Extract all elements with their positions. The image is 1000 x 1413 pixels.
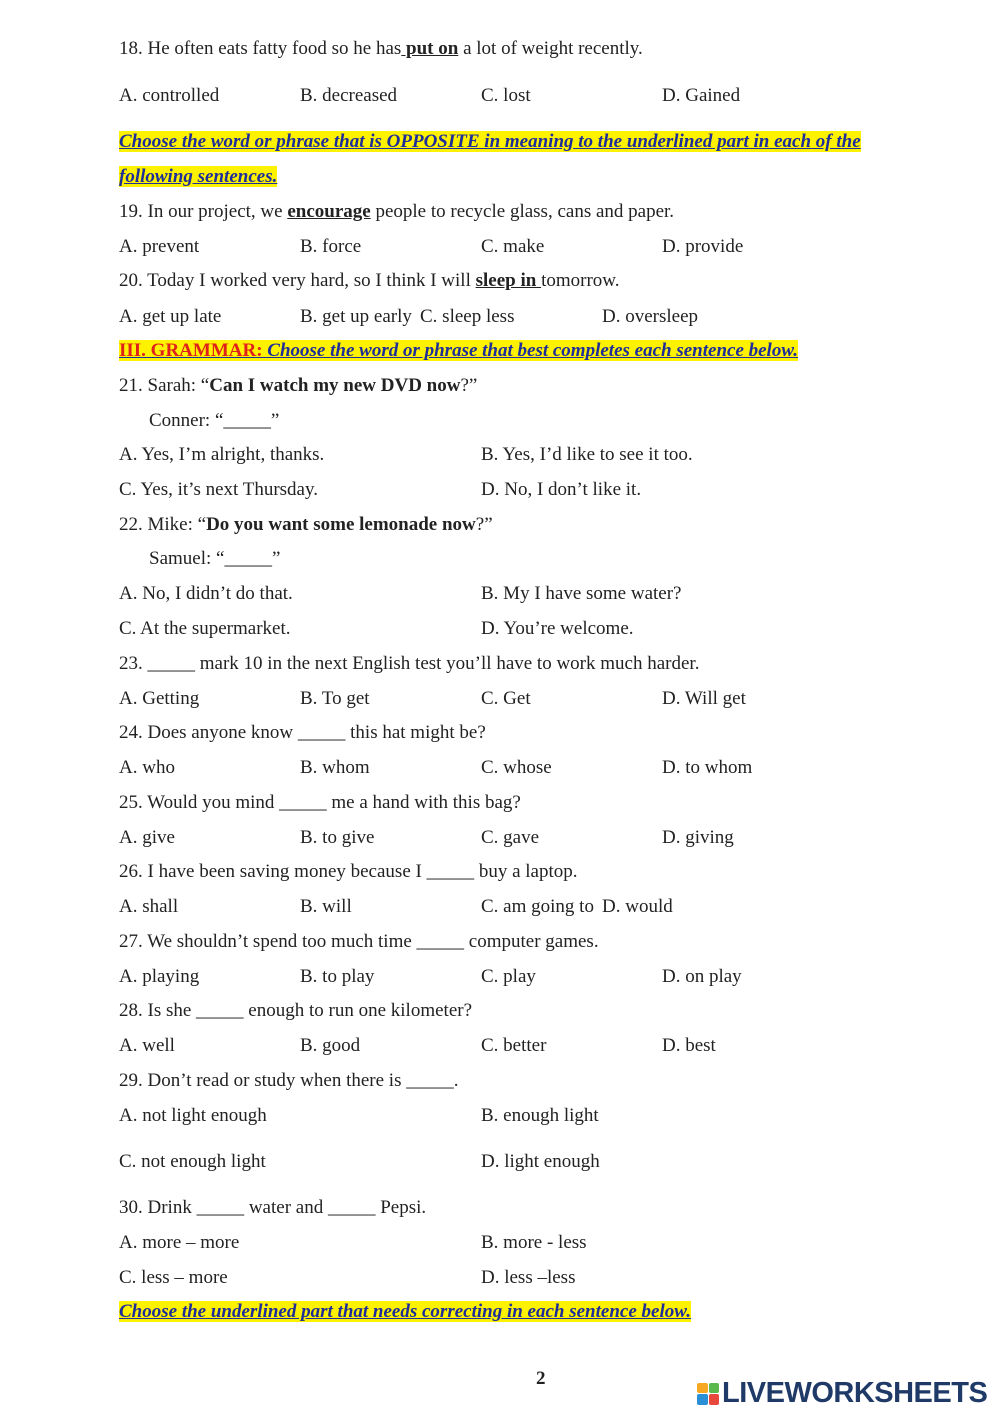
option-a[interactable]: A. controlled — [119, 85, 220, 106]
option-c[interactable]: C. better — [481, 1035, 547, 1056]
option-c[interactable]: C. sleep less — [420, 306, 515, 327]
option-a[interactable]: A. give — [119, 827, 175, 848]
option-a[interactable]: A. shall — [119, 896, 179, 917]
option-a[interactable]: A. Yes, I’m alright, thanks. — [119, 444, 325, 465]
question-18: 18. He often eats fatty food so he has put on a lot of weight recently. — [119, 38, 643, 59]
option-d[interactable]: D. You’re welcome. — [481, 618, 634, 639]
option-d[interactable]: D. to whom — [662, 757, 753, 778]
option-a[interactable]: A. get up late — [119, 306, 222, 327]
question-30: 30. Drink _____ water and _____ Pepsi. — [119, 1197, 427, 1218]
option-b[interactable]: B. get up early — [300, 306, 412, 327]
option-c[interactable]: C. not enough light — [119, 1151, 266, 1172]
option-b[interactable]: B. will — [300, 896, 352, 917]
section-correct-heading: Choose the underlined part that needs correcting in each sentence below. — [119, 1301, 691, 1322]
question-20: 20. Today I worked very hard, so I think I will sleep in tomorrow. — [119, 270, 620, 291]
option-c[interactable]: C. play — [481, 966, 536, 987]
option-a[interactable]: A. not light enough — [119, 1105, 267, 1126]
question-25: 25. Would you mind _____ me a hand with this bag? — [119, 792, 521, 813]
option-b[interactable]: B. good — [300, 1035, 361, 1056]
option-d[interactable]: D. light enough — [481, 1151, 600, 1172]
option-d[interactable]: D. Gained — [662, 85, 741, 106]
option-c[interactable]: C. gave — [481, 827, 540, 848]
liveworksheets-logo[interactable] — [697, 1377, 987, 1410]
option-b[interactable]: B. To get — [300, 688, 370, 709]
option-b[interactable]: B. force — [300, 236, 362, 257]
option-b[interactable]: B. Yes, I’d like to see it too. — [481, 444, 693, 465]
option-c[interactable]: C. Get — [481, 688, 531, 709]
option-d[interactable]: D. provide — [662, 236, 744, 257]
option-b[interactable]: B. to give — [300, 827, 375, 848]
logo-icon — [697, 1383, 719, 1405]
option-a[interactable]: A. prevent — [119, 236, 200, 257]
option-b[interactable]: B. to play — [300, 966, 375, 987]
section-opposite-heading-cont: following sentences. — [119, 166, 278, 187]
option-b[interactable]: B. whom — [300, 757, 370, 778]
question-21: 21. Sarah: “Can I watch my new DVD now?” — [119, 375, 478, 396]
reply-line: Samuel: “_____” — [149, 548, 281, 569]
option-c[interactable]: C. whose — [481, 757, 552, 778]
option-a[interactable]: A. more – more — [119, 1232, 240, 1253]
option-c[interactable]: C. At the supermarket. — [119, 618, 291, 639]
reply-line: Conner: “_____” — [149, 410, 280, 431]
option-b[interactable]: B. more - less — [481, 1232, 587, 1253]
underlined-phrase: encourage — [287, 201, 371, 222]
option-d[interactable]: D. less –less — [481, 1267, 576, 1288]
option-a[interactable]: A. No, I didn’t do that. — [119, 583, 293, 604]
option-c[interactable]: C. Yes, it’s next Thursday. — [119, 479, 318, 500]
section-opposite-heading: Choose the word or phrase that is OPPOSITE in meaning to the underlined part in each of the — [119, 131, 861, 152]
option-a[interactable]: A. well — [119, 1035, 175, 1056]
question-24: 24. Does anyone know _____ this hat might be? — [119, 722, 486, 743]
option-b[interactable]: B. decreased — [300, 85, 398, 106]
option-a[interactable]: A. playing — [119, 966, 200, 987]
option-c[interactable]: C. lost — [481, 85, 531, 106]
page-number: 2 — [536, 1368, 546, 1389]
option-c[interactable]: C. less – more — [119, 1267, 228, 1288]
logo-text: LIVEWORKSHEETS — [722, 1377, 988, 1409]
option-a[interactable]: A. Getting — [119, 688, 200, 709]
option-c[interactable]: C. am going to — [481, 896, 594, 917]
underlined-phrase: sleep in — [475, 270, 542, 291]
question-28: 28. Is she _____ enough to run one kilometer? — [119, 1000, 473, 1021]
option-b[interactable]: B. enough light — [481, 1105, 599, 1126]
question-19: 19. In our project, we encourage people to recycle glass, cans and paper. — [119, 201, 675, 222]
question-27: 27. We shouldn’t spend too much time _____ computer games. — [119, 931, 599, 952]
option-d[interactable]: D. No, I don’t like it. — [481, 479, 642, 500]
section-grammar-heading: III. GRAMMAR: Choose the word or phrase that best completes each sentence below. — [119, 340, 799, 361]
option-c[interactable]: C. make — [481, 236, 545, 257]
option-b[interactable]: B. My I have some water? — [481, 583, 682, 604]
option-d[interactable]: D. Will get — [662, 688, 746, 709]
option-d[interactable]: D. would — [602, 896, 673, 917]
question-23: 23. _____ mark 10 in the next English test you’ll have to work much harder. — [119, 653, 700, 674]
option-d[interactable]: D. on play — [662, 966, 742, 987]
question-29: 29. Don’t read or study when there is _____. — [119, 1070, 459, 1091]
option-a[interactable]: A. who — [119, 757, 175, 778]
underlined-phrase: put on — [401, 38, 459, 59]
option-d[interactable]: D. best — [662, 1035, 716, 1056]
option-d[interactable]: D. giving — [662, 827, 734, 848]
question-22: 22. Mike: “Do you want some lemonade now?” — [119, 514, 493, 535]
option-d[interactable]: D. oversleep — [602, 306, 699, 327]
question-26: 26. I have been saving money because I _____ buy a laptop. — [119, 861, 578, 882]
